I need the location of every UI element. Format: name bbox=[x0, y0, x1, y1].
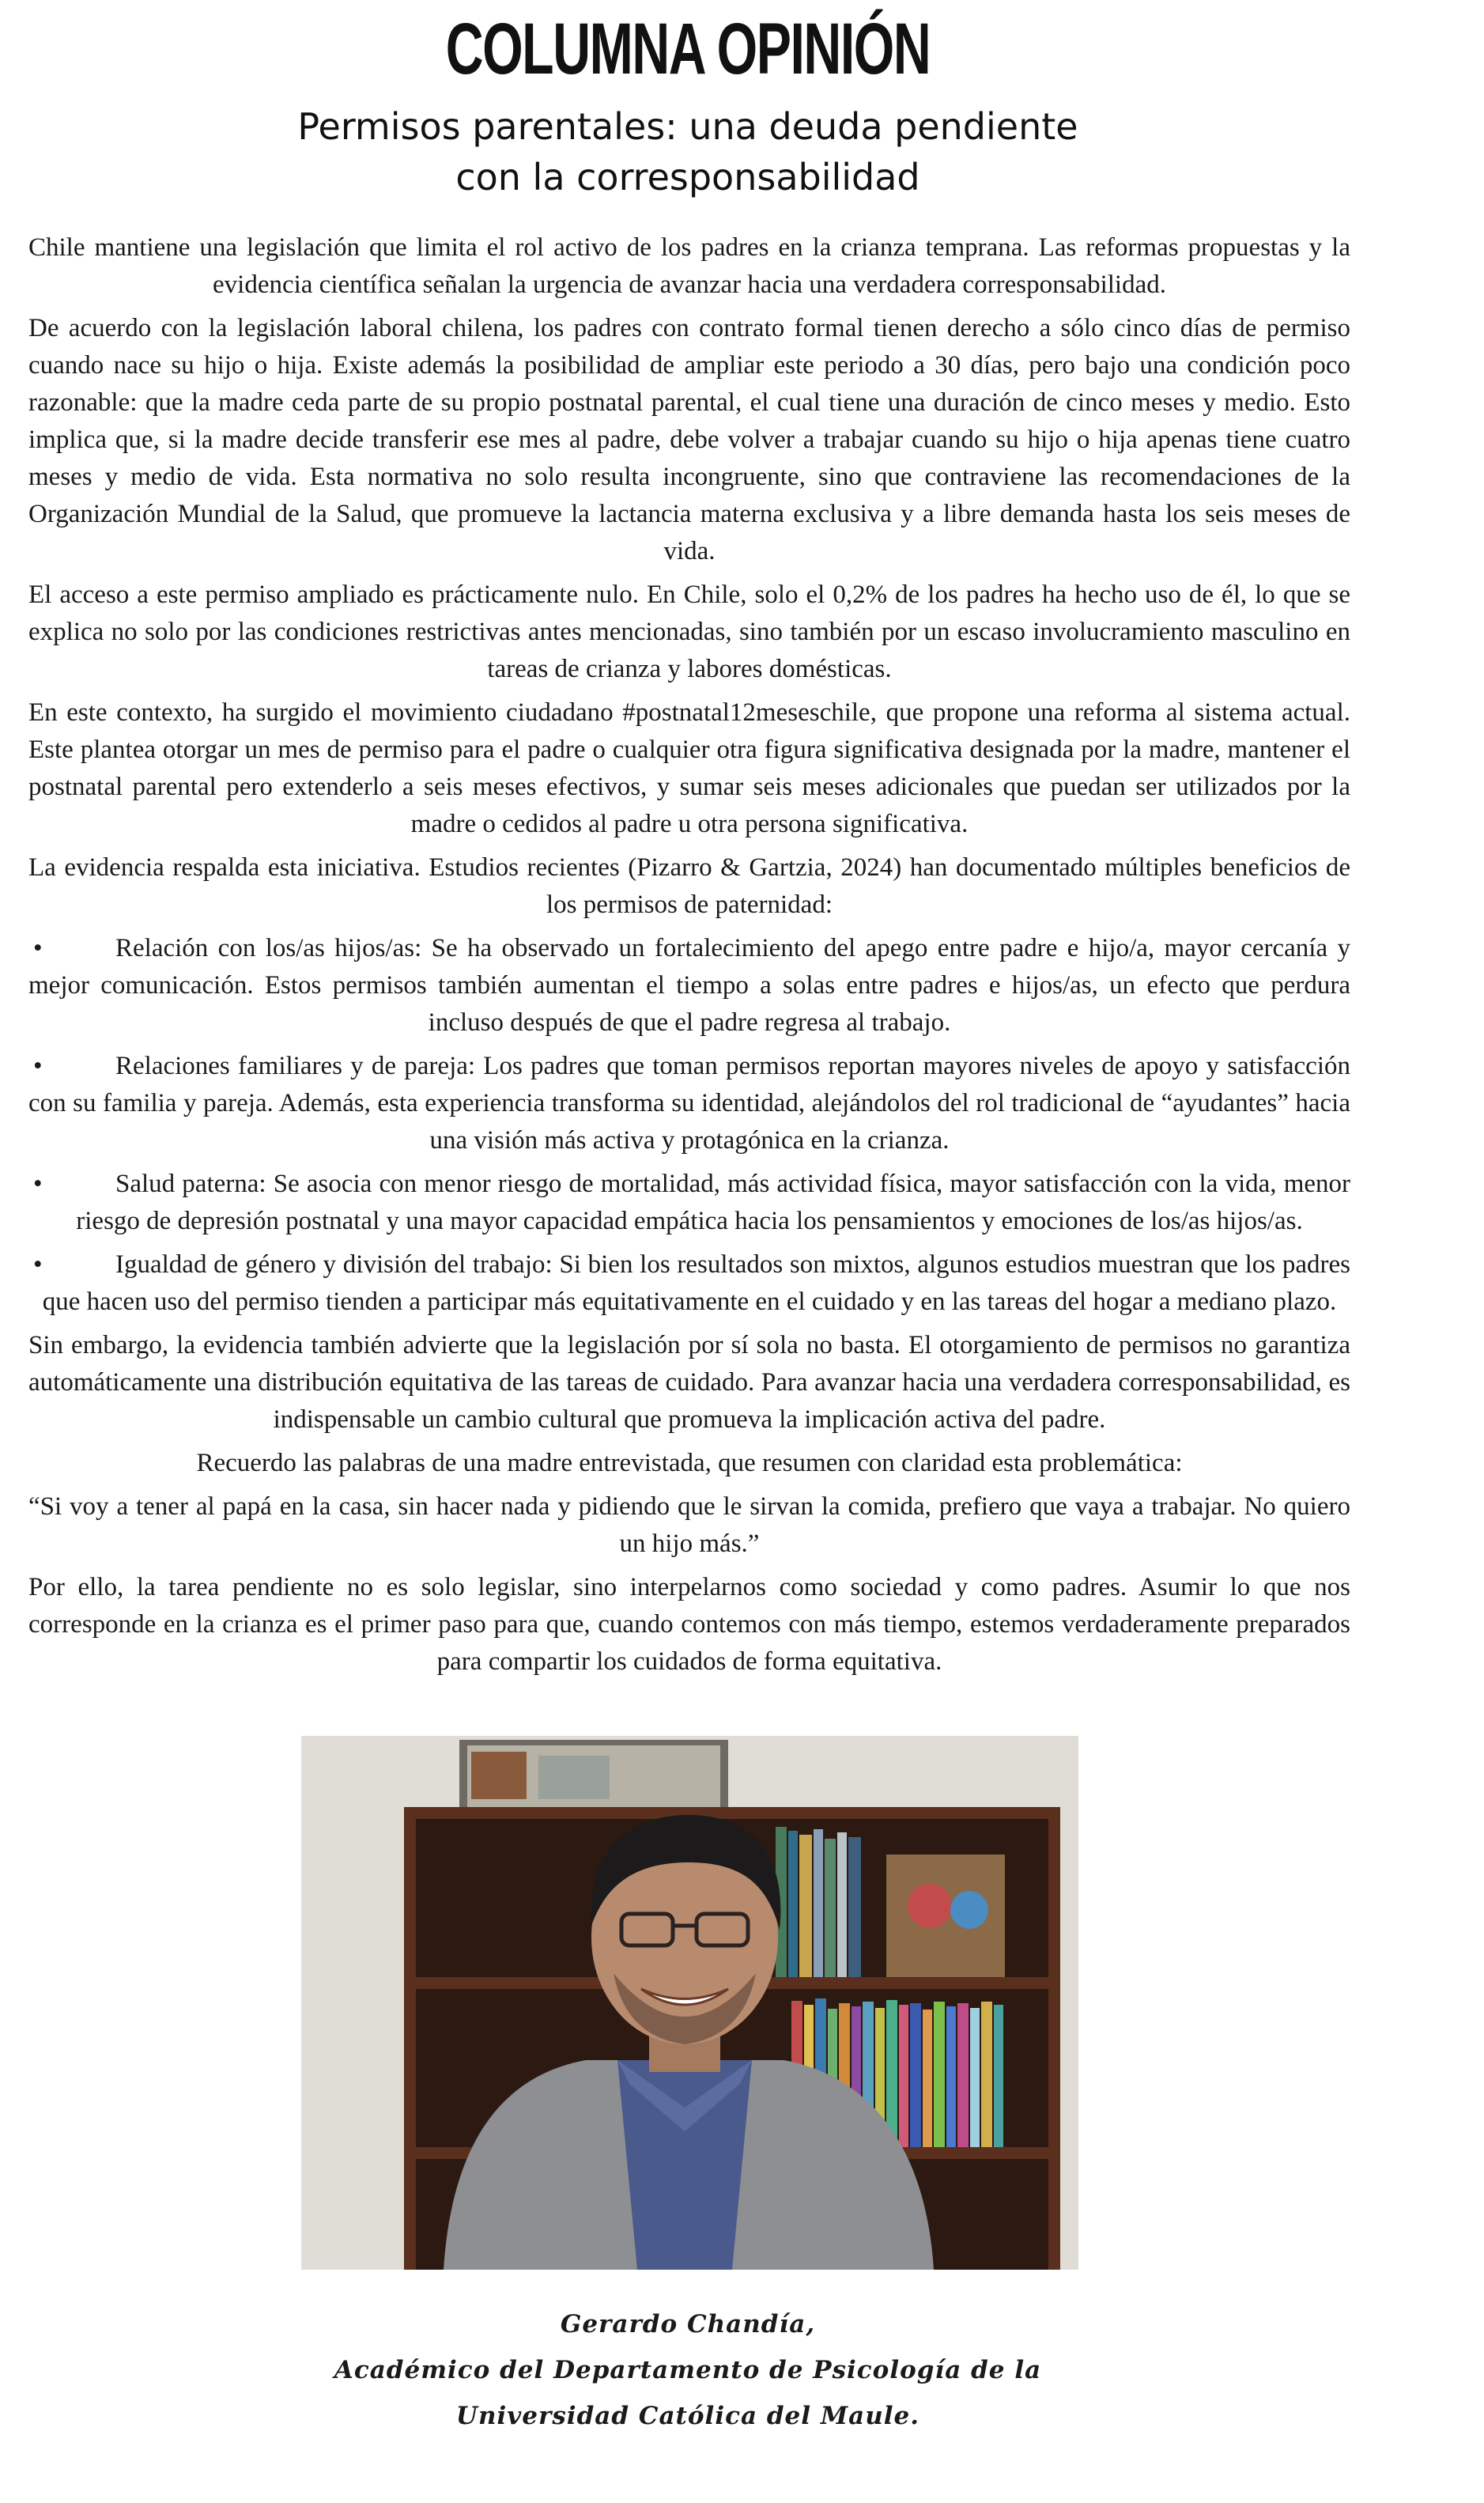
author-role: Académico del Departamento de Psicología de la bbox=[334, 2356, 1042, 2384]
bullet-text: Relaciones familiares y de pareja: Los padres que toman permisos reportan mayores niveles de apoyo y satisfacción con su familia y pareja. Además, esta experiencia transforma su identidad, alejándolos del rol tradicional de “ayudantes” hacia una visión más activa y protagónica en la crianza. bbox=[28, 1052, 1350, 1155]
headline-line-1: Permisos parentales: una deuda pendiente bbox=[297, 105, 1078, 148]
author-name: Gerardo Chandía, bbox=[560, 2310, 816, 2339]
paragraph-caveat: Sin embargo, la evidencia también advierte que la legislación por sí sola no basta. El otorgamiento de permisos no garantiza automáticamente una distribución equitativa de las tareas de cuidado. Para avanzar hacia una verdadera corresponsabilidad, es indispensable un cambio cultural que promueva la implicación activa del padre. bbox=[28, 1331, 1350, 1434]
author-institution: Universidad Católica del Maule. bbox=[455, 2402, 920, 2430]
bullet-item-family bbox=[28, 1048, 1350, 1159]
bullet-text: Salud paterna: Se asocia con menor riesgo de mortalidad, más actividad física, mayor satisfacción con la vida, menor riesgo de depresión postnatal y una mayor capacidad empática hacia los pensamientos y emociones de los/as hijos/as. bbox=[76, 1170, 1350, 1235]
paragraph-evidence: La evidencia respalda esta iniciativa. Estudios recientes (Pizarro & Gartzia, 2024) han documentado múltiples beneficios de los permisos de paternidad: bbox=[28, 853, 1350, 919]
bullet-icon: • bbox=[33, 1170, 43, 1198]
paragraph-legislation: De acuerdo con la legislación laboral chilena, los padres con contrato formal tienen derecho a sólo cinco días de permiso cuando nace su hijo o hija. Existe además la posibilidad de ampliar este periodo a 30 días, pero bajo una condición poco razonable: que la madre ceda parte de su propio postnatal parental, el cual tiene una duración de cinco meses y medio. Esto implica que, si la madre decide transferir ese mes al padre, debe volver a trabajar cuando su hijo o hija apenas tiene cuatro meses y medio de vida. Esta normativa no solo resulta incongruente, sino que contraviene las recomendaciones de la Organización Mundial de la Salud, que promueve la lactancia materna exclusiva y a libre demanda hasta los seis meses de vida. bbox=[28, 314, 1350, 565]
author-photo bbox=[301, 1736, 1078, 2270]
bullet-item-children bbox=[28, 930, 1350, 1042]
paragraph-access: El acceso a este permiso ampliado es prácticamente nulo. En Chile, solo el 0,2% de los padres ha hecho uso de él, lo que se explica no solo por las condiciones restrictivas antes mencionadas, sino también por un escaso involucramiento masculino en tareas de crianza y labores domésticas. bbox=[28, 580, 1350, 683]
article-body bbox=[28, 229, 1350, 1687]
bullet-item-equality bbox=[28, 1246, 1350, 1321]
interview-quote: “Si voy a tener al papá en la casa, sin hacer nada y pidiendo que le sirvan la comida, prefiero que vaya a trabajar. No quiero un hijo más.” bbox=[28, 1492, 1350, 1558]
bullet-icon: • bbox=[33, 934, 43, 962]
headline-line-2: con la corresponsabilidad bbox=[455, 156, 920, 199]
paragraph-movement: En este contexto, ha surgido el movimiento ciudadano #postnatal12meseschile, que propone una reforma al sistema actual. Este plantea otorgar un mes de permiso para el padre o cualquier otra figura significativa designada por la madre, mantener el postnatal parental pero extenderlo a seis meses efectivos, y sumar seis meses adicionales que puedan ser utilizados por la madre o cedidos al padre u otra persona significativa. bbox=[28, 698, 1350, 838]
column-title: COLUMNA OPINIÓN bbox=[445, 9, 931, 89]
author-signature bbox=[0, 2301, 1376, 2439]
bullet-icon: • bbox=[33, 1250, 43, 1279]
paragraph-memory: Recuerdo las palabras de una madre entrevistada, que resumen con claridad esta problemática: bbox=[196, 1449, 1183, 1477]
paragraph-intro: Chile mantiene una legislación que limita el rol activo de los padres en la crianza temprana. Las reformas propuestas y la evidencia científica señalan la urgencia de avanzar hacia una verdadera corresponsabilidad. bbox=[28, 233, 1350, 299]
article-headline bbox=[0, 101, 1376, 202]
bullet-text: Igualdad de género y división del trabajo: Si bien los resultados son mixtos, algunos estudios muestran que los padres que hacen uso del permiso tienden a participar más equitativamente en el cuidado y en las tareas del hogar a mediano plazo. bbox=[42, 1250, 1350, 1316]
bullet-icon: • bbox=[33, 1052, 43, 1080]
bullet-text: Relación con los/as hijos/as: Se ha observado un fortalecimiento del apego entre padre e hijo/a, mayor cercanía y mejor comunicación. Estos permisos también aumentan el tiempo a solas entre padres e hijos/as, un efecto que perdura incluso después de que el padre regresa al trabajo. bbox=[28, 934, 1350, 1037]
paragraph-conclusion: Por ello, la tarea pendiente no es solo legislar, sino interpelarnos como sociedad y como padres. Asumir lo que nos corresponde en la crianza es el primer paso para que, cuando contemos con más tiempo, estemos verdaderamente preparados para compartir los cuidados de forma equitativa. bbox=[28, 1573, 1350, 1676]
bullet-item-health bbox=[28, 1166, 1350, 1240]
